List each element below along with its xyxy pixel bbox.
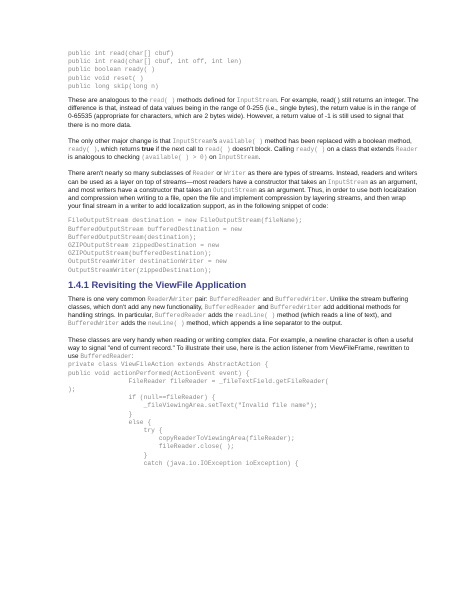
code-line: public void reset( ) <box>68 74 144 82</box>
code-line: GZIPOutputStream(bufferedDestination); <box>68 250 212 258</box>
code-line: public int read(char[] cbuf, int off, int len) <box>68 58 242 66</box>
code-line: FileOutputStream destination = new FileOutputStream(fileName); <box>68 217 303 225</box>
code-line: OutputStreamWriter destinationWriter = new <box>68 258 227 266</box>
paragraph-read-analogy: These are analogous to the read( ) methods defined for InputStream. For example, read( ) still returns an integer. The difference is that, instead of data values being in the range of 0-255 (i.e., single bytes), the return value is in the range of 0-65535 (appropriate for characters, which are 2 bytes wide). However, a return value of -1 is still used to signal that there is no more data. <box>68 97 419 129</box>
code-line: ); <box>68 385 76 393</box>
paragraph-complex-data: These classes are very handy when reading or writing complex data. For example, a newline character is often a useful way to signal "end of current record." To illustrate their use, here is the action listener from ViewFileFrame, rewritten to use BufferedReader: <box>68 336 414 361</box>
code-block-stream-layering <box>68 217 419 274</box>
section-heading: 1.4.1 Revisiting the ViewFile Application <box>68 278 247 290</box>
code-line: } <box>68 410 133 418</box>
code-line: private class ViewFileAction extends AbstractAction { <box>68 361 269 369</box>
code-line: GZIPOutputStream zippedDestination = new <box>68 242 220 250</box>
code-line: fileReader.close( ); <box>68 443 235 451</box>
code-line: FileReader fileReader = _fileTextField.getFileReader( <box>68 377 329 385</box>
code-line: public void actionPerformed(ActionEvent event) { <box>68 369 250 377</box>
code-line: BufferedOutputStream(destination); <box>68 233 197 241</box>
code-line: OutputStreamWriter(zippedDestination); <box>68 266 212 274</box>
code-line: if (null==fileReader) { <box>68 394 216 402</box>
paragraph-ready-method: The only other major change is that InputStream's available( ) method has been replaced with a boolean method, ready( ), which returns true if the next call to read( ) doesn't block. Calling ready( ) on a class that extends Reader is analogous to checking (available( ) > 0) on InputStream. <box>68 137 418 162</box>
code-block-reader-methods <box>68 50 419 91</box>
code-line: public boolean ready( ) <box>68 66 155 74</box>
code-line: _fileViewingArea.setText("Invalid file name"); <box>68 402 318 410</box>
paragraph-buffered-pair: There is one very common Reader/Writer pair: BufferedReader and BufferedWriter. Unlike the stream buffering classes, which don't add any new functionality, BufferedReader and BufferedWriter add additional methods for handling strings. In particular, BufferedReader adds the readLine( ) method (which reads a line of text), and BufferedWriter adds the newLine( ) method, which appends a line separator to the output. <box>68 295 409 328</box>
code-line: public long skip(long n) <box>68 82 159 90</box>
code-line: } <box>68 451 148 459</box>
code-line: copyReaderToViewingArea(fileReader); <box>68 435 295 443</box>
code-block-view-file-action <box>68 361 419 468</box>
code-line: else { <box>68 418 152 426</box>
code-line: catch (java.io.IOException ioException) { <box>68 459 299 467</box>
code-line: public int read(char[] cbuf) <box>68 50 174 57</box>
code-line: try { <box>68 426 163 434</box>
code-line: BufferedOutputStream bufferedDestination = new <box>68 225 242 233</box>
paragraph-subclasses: There aren't nearly so many subclasses of Reader or Writer as there are types of streams. Instead, readers and writers can be used as a layer on top of streams—most readers have a constructor that takes an InputStream as an argument, and most writers have a constructor that takes an OutputStream as an argument. Thus, in order to use both localization and compression when writing to a file, open the file and implement compression by layering streams, and then wrap your final stream in a writer to add localization support, as in the following snippet of code: <box>68 170 418 211</box>
